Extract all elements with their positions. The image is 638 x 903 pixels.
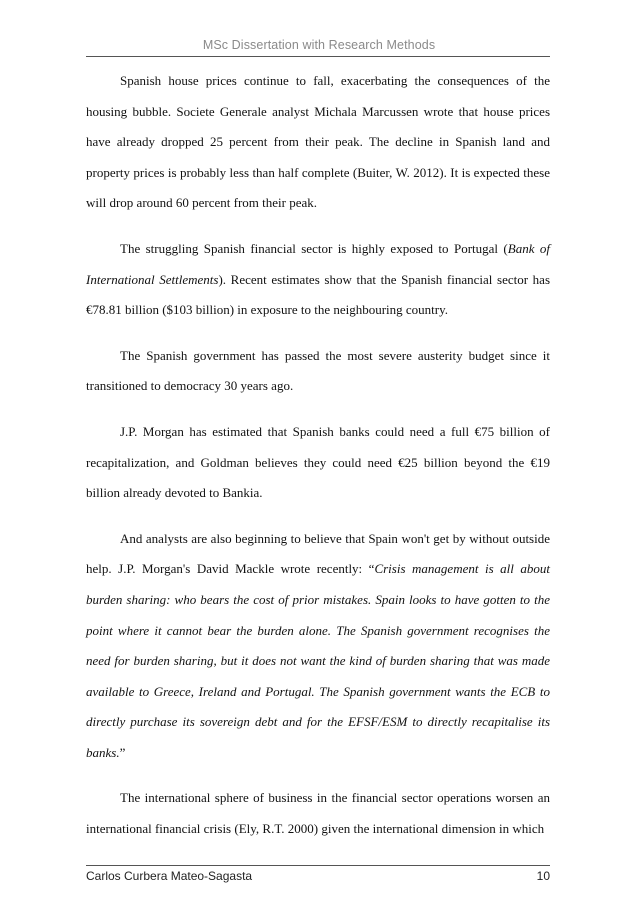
running-header: MSc Dissertation with Research Methods xyxy=(202,38,436,52)
paragraph-text: ). Recent estimates show that the Spanish financial sector has €78.81 billion ($103 billion) in exposure to the neighbouring country. xyxy=(86,271,551,318)
paragraph-financial-sector-exposure xyxy=(86,234,550,326)
page-body xyxy=(86,66,550,845)
footer-author: Carlos Curbera Mateo-Sagasta xyxy=(86,869,253,883)
paragraph-recapitalization: J.P. Morgan has estimated that Spanish banks could need a full €75 billion of recapitalization, and Goldman believes they could need €25 billion beyond the €19 billion already devoted to Bankia. xyxy=(86,423,550,501)
paragraph-text: ” xyxy=(119,744,126,760)
citation-italic: Bank of International Settlements xyxy=(86,240,551,287)
paragraph-international-sphere: The international sphere of business in the financial sector operations worsen an international financial crisis (Ely, R.T. 2000) given the international dimension in which xyxy=(86,790,550,837)
paragraph-text: And analysts are also beginning to believe that Spain won't get by without outside help. J.P. Morgan's David Mackle wrote recently: “ xyxy=(86,530,550,577)
paragraph-house-prices: Spanish house prices continue to fall, exacerbating the consequences of the housing bubble. Societe Generale analyst Michala Marcussen wrote that house prices have already dropped 25 percent from their peak. The decline in Spanish land and property prices is probably less than half complete (Buiter, W. 2012). It is expected these will drop around 60 percent from their peak. xyxy=(86,73,550,211)
header-divider xyxy=(86,56,550,57)
quote-italic: Crisis management is all about burden sharing: who bears the cost of prior mistakes. Spain looks to have gotten to the point where it cannot bear the burden alone. The Spanish government recognises the need for burden sharing, but it does not want the kind of burden sharing that was made available to Greece, Ireland and Portugal. The Spanish government wants the ECB to directly purchase its sovereign debt and for the EFSF/ESM to directly recapitalise its banks. xyxy=(86,561,550,760)
page-number: 10 xyxy=(536,869,550,883)
footer-divider xyxy=(86,865,550,866)
paragraph-analyst-quote xyxy=(86,524,550,769)
paragraph-austerity-budget: The Spanish government has passed the most severe austerity budget since it transitioned to democracy 30 years ago. xyxy=(86,347,550,394)
paragraph-text: The struggling Spanish financial sector is highly exposed to Portugal ( xyxy=(120,240,508,256)
